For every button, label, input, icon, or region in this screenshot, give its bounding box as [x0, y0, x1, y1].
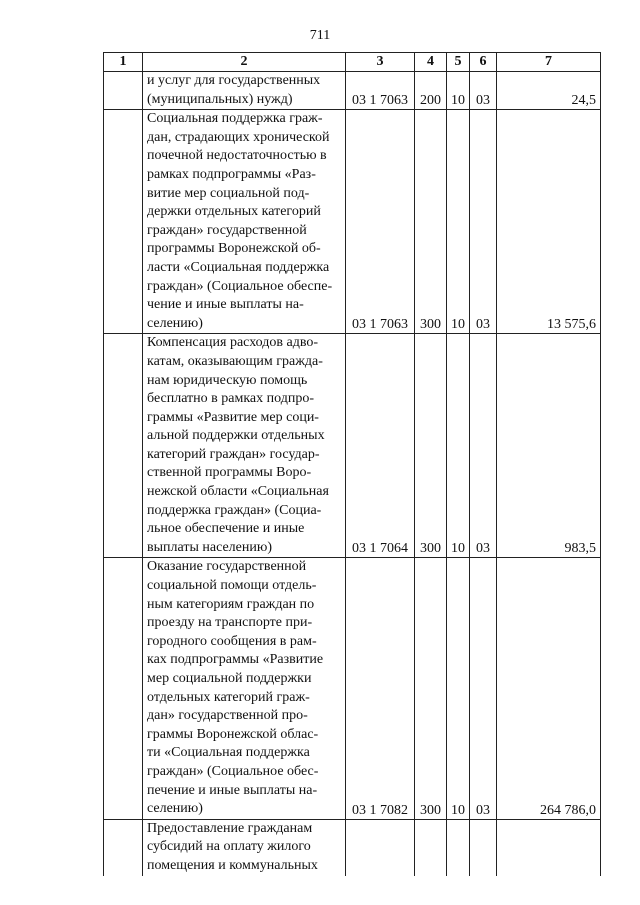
amount-cell: 24,5 — [497, 72, 601, 110]
amount-cell: 13 575,6 — [497, 110, 601, 334]
classification-code-cell: 03 1 7082 — [346, 558, 415, 819]
row-number-cell — [104, 110, 143, 334]
description-line: ти «Социальная поддержка — [147, 745, 310, 761]
description-line: льное обеспечение и иные — [147, 521, 305, 537]
description-line: субсидий на оплату жилого — [147, 839, 311, 855]
row-number-cell — [104, 72, 143, 110]
description-line: почечной недостаточностью в — [147, 148, 327, 164]
table-row — [104, 558, 601, 819]
section-cell — [447, 819, 470, 875]
row-number-cell — [104, 334, 143, 558]
description-line: категорий граждан» государ- — [147, 446, 320, 462]
description-line: социальной помощи отдель- — [147, 578, 317, 594]
section-cell: 10 — [447, 334, 470, 558]
section-cell: 10 — [447, 72, 470, 110]
description-cell — [143, 72, 346, 110]
description-line: селению) — [147, 801, 203, 817]
budget-table — [103, 52, 601, 876]
description-line: печение и иные выплаты на- — [147, 782, 318, 798]
subsection-cell — [470, 819, 497, 875]
description-line: программы Воронежской об- — [147, 241, 321, 257]
amount-cell — [497, 819, 601, 875]
subsection-cell: 03 — [470, 110, 497, 334]
description-line: витие мер социальной под- — [147, 185, 310, 201]
table-row — [104, 819, 601, 875]
description-line: отдельных категорий граж- — [147, 689, 310, 705]
expense-type-cell: 300 — [415, 110, 447, 334]
classification-code-cell: 03 1 7063 — [346, 72, 415, 110]
expense-type-cell: 300 — [415, 334, 447, 558]
description-line: катам, оказывающим гражда- — [147, 353, 323, 369]
section-cell: 10 — [447, 558, 470, 819]
column-header: 3 — [346, 53, 415, 72]
description-line: ках подпрограммы «Развитие — [147, 652, 324, 668]
expense-type-cell: 200 — [415, 72, 447, 110]
description-line: проезду на транспорте при- — [147, 615, 313, 631]
subsection-cell: 03 — [470, 558, 497, 819]
description-cell — [143, 819, 346, 875]
description-line: селению) — [147, 315, 203, 331]
column-header: 7 — [497, 53, 601, 72]
description-line: Социальная поддержка граж- — [147, 111, 323, 127]
description-line: граммы Воронежской облас- — [147, 726, 319, 742]
amount-cell: 983,5 — [497, 334, 601, 558]
column-header: 2 — [143, 53, 346, 72]
description-line: ственной программы Воро- — [147, 465, 312, 481]
description-line: нежской области «Социальная — [147, 484, 329, 500]
description-line: выплаты населению) — [147, 539, 272, 555]
description-line: Компенсация расходов адво- — [147, 335, 319, 351]
description-line: поддержка граждан» (Социа- — [147, 502, 322, 518]
classification-code-cell — [346, 819, 415, 875]
description-line: и услуг для государственных — [147, 73, 321, 88]
description-line: рамках подпрограммы «Раз- — [147, 166, 316, 182]
description-cell — [143, 558, 346, 819]
row-number-cell — [104, 819, 143, 875]
column-header: 4 — [415, 53, 447, 72]
description-line: нам юридическую помощь — [147, 372, 308, 388]
description-line: держки отдельных категорий — [147, 204, 321, 220]
description-line: граждан» (Социальное обес- — [147, 763, 319, 779]
row-number-cell — [104, 558, 143, 819]
description-line: ным категориям граждан по — [147, 596, 315, 612]
description-line: ласти «Социальная поддержка — [147, 259, 330, 275]
description-line: граждан» государственной — [147, 222, 307, 238]
description-line: граммы «Развитие мер соци- — [147, 409, 319, 425]
table-header-row — [104, 53, 601, 72]
table-row — [104, 110, 601, 334]
description-line: Оказание государственной — [147, 559, 307, 575]
table-row — [104, 334, 601, 558]
description-line: бесплатно в рамках подпро- — [147, 391, 315, 407]
expense-type-cell — [415, 819, 447, 875]
description-line: дан, страдающих хронической — [147, 129, 330, 145]
description-line: городного сообщения в рам- — [147, 633, 317, 649]
section-cell: 10 — [447, 110, 470, 334]
column-header: 6 — [470, 53, 497, 72]
table-row — [104, 72, 601, 110]
description-line: альной поддержки отдельных — [147, 428, 325, 444]
description-line: (муниципальных) нужд) — [147, 91, 293, 107]
subsection-cell: 03 — [470, 334, 497, 558]
column-header: 5 — [447, 53, 470, 72]
description-line: помещения и коммунальных — [147, 857, 318, 873]
classification-code-cell: 03 1 7064 — [346, 334, 415, 558]
description-line: чение и иные выплаты на- — [147, 297, 304, 313]
description-line: мер социальной поддержки — [147, 671, 312, 686]
classification-code-cell: 03 1 7063 — [346, 110, 415, 334]
description-cell — [143, 110, 346, 334]
description-line: граждан» (Социальное обеспе- — [147, 278, 333, 294]
expense-type-cell: 300 — [415, 558, 447, 819]
page-number: 711 — [309, 28, 331, 43]
amount-cell: 264 786,0 — [497, 558, 601, 819]
description-line: дан» государственной про- — [147, 708, 308, 724]
description-line: Предоставление гражданам — [147, 820, 313, 836]
column-header: 1 — [104, 53, 143, 72]
description-cell — [143, 334, 346, 558]
subsection-cell: 03 — [470, 72, 497, 110]
